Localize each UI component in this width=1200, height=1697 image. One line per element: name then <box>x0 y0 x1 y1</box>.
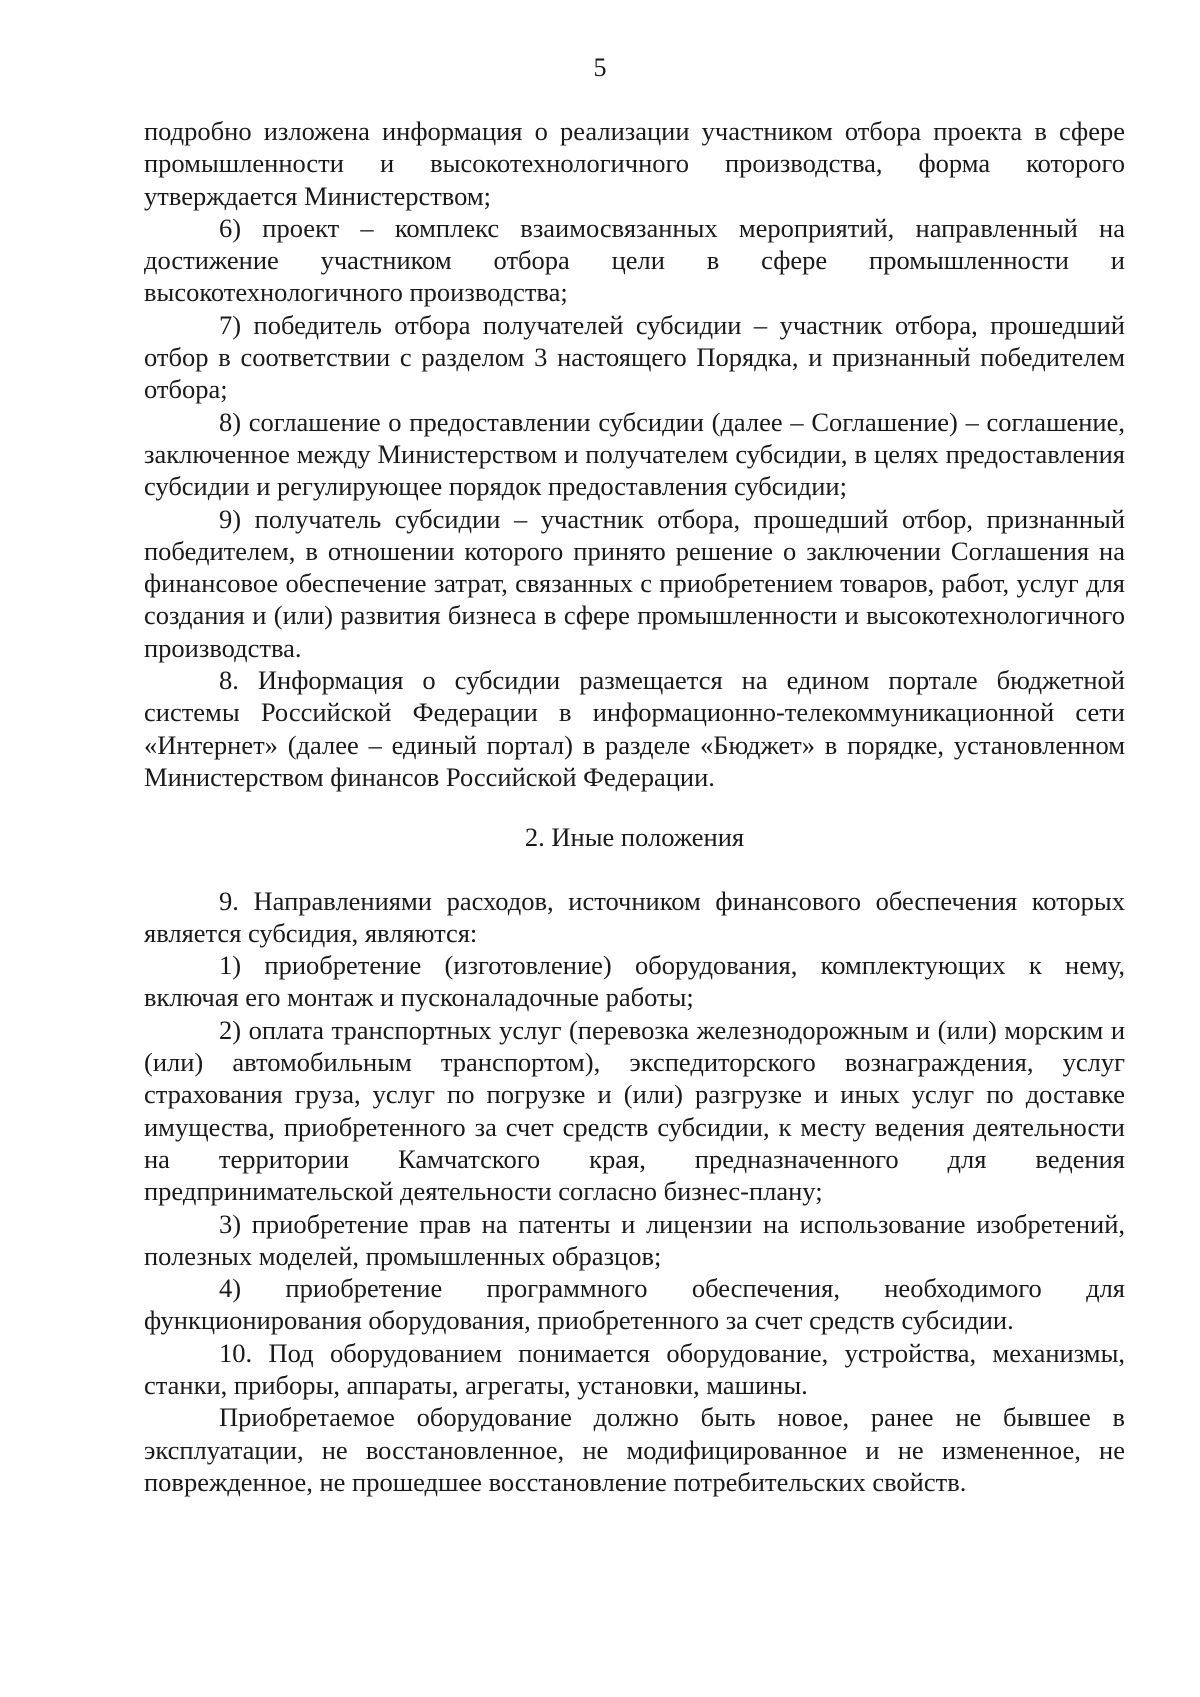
paragraph-item-8: 8. Информация о субсидии размещается на едином портале бюджетной системы Российской Федерации в информационно-телекоммуникационной сети «Интернет» (далее – единый портал) в разделе «Бюджет» в порядке, установленном Министерством финансов Российской Федерации. <box>144 665 1125 792</box>
paragraph-equipment-requirements: Приобретаемое оборудование должно быть новое, ранее не бывшее в эксплуатации, не восстановленное, не модифицированное и не измененное, не поврежденное, не прошедшее восстановление потребительских свойств. <box>144 1402 1125 1497</box>
paragraph-subitem-2: 2) оплата транспортных услуг (перевозка железнодорожным и (или) морским и (или) автомобильным транспортом), экспедиторского вознаграждения, услуг страхования груза, услуг по погрузке и (или) разгрузке и иных услуг по доставке имущества, приобретенного за счет средств субсидии, к месту ведения деятельности на территории Камчатского края, предназначенного для ведения предпринимательской деятельности согласно бизнес-плану; <box>144 1014 1125 1207</box>
section-title: 2. Иные положения <box>524 822 745 853</box>
paragraph-continuation: подробно изложена информация о реализации участником отбора проекта в сфере промышленности и высокотехнологичного производства, форма которого утверждается Министерством; <box>144 116 1125 211</box>
paragraph-definition-project: 6) проект – комплекс взаимосвязанных мероприятий, направленный на достижение участником отбора цели в сфере промышленности и высокотехнологичного производства; <box>144 212 1125 308</box>
paragraph-definition-agreement: 8) соглашение о предоставлении субсидии (далее – Соглашение) – соглашение, заключенное между Министерством и получателем субсидии, в целях предоставления субсидии и регулирующее порядок предоставления субсидии; <box>144 406 1125 502</box>
paragraph-subitem-4: 4) приобретение программного обеспечения, необходимого для функционирования оборудования, приобретенного за счет средств субсидии. <box>144 1273 1125 1336</box>
document-body <box>144 115 1125 1498</box>
paragraph-subitem-3: 3) приобретение прав на патенты и лицензии на использование изобретений, полезных моделей, промышленных образцов; <box>144 1208 1125 1271</box>
paragraph-definition-winner: 7) победитель отбора получателей субсидии – участник отбора, прошедший отбор в соответствии с разделом 3 настоящего Порядка, и признанный победителем отбора; <box>144 309 1125 405</box>
paragraph-item-10: 10. Под оборудованием понимается оборудование, устройства, механизмы, станки, приборы, аппараты, агрегаты, установки, машины. <box>144 1337 1125 1400</box>
paragraph-item-9: 9. Направлениями расходов, источником финансового обеспечения которых является субсидия, являются: <box>144 885 1125 948</box>
paragraph-subitem-1: 1) приобретение (изготовление) оборудования, комплектующих к нему, включая его монтаж и пусконаладочные работы; <box>144 950 1125 1013</box>
page-number: 5 <box>593 53 607 82</box>
paragraph-definition-recipient: 9) получатель субсидии – участник отбора, прошедший отбор, признанный победителем, в отношении которого принято решение о заключении Соглашения на финансовое обеспечение затрат, связанных с приобретением товаров, работ, услуг для создания и (или) развития бизнеса в сфере промышленности и высокотехнологичного производства. <box>144 503 1125 663</box>
